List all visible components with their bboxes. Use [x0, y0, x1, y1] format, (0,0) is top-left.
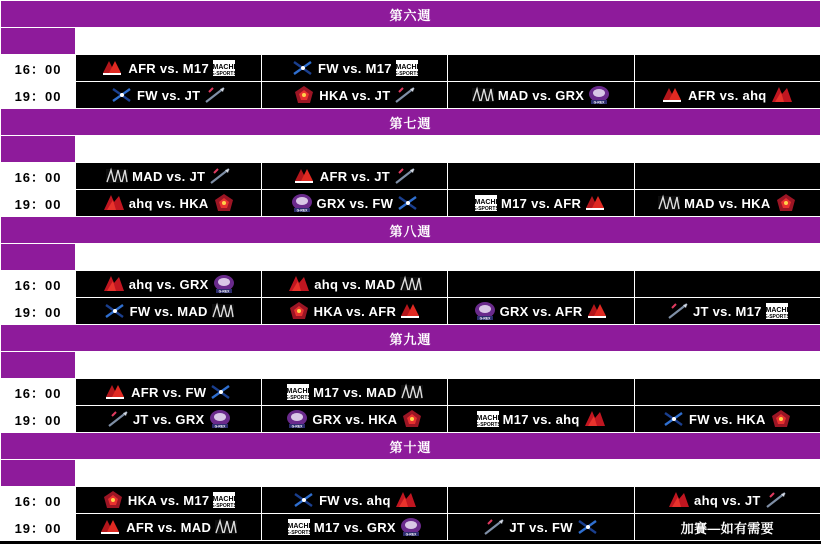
match-row — [1, 190, 821, 217]
team-logo-mad-icon — [398, 273, 424, 295]
match-cell[interactable] — [76, 298, 262, 325]
team-logo-ahq-icon — [769, 84, 795, 106]
team-logo-grx-icon — [472, 300, 498, 322]
team-logo-jt-icon — [392, 84, 418, 106]
match-row — [1, 55, 821, 82]
empty-slot — [634, 271, 820, 298]
match-content — [76, 82, 261, 108]
date-cell: 3/01（四）首輪循環結束 — [76, 28, 262, 55]
team-logo-afr-icon — [583, 192, 609, 214]
match-content — [448, 298, 633, 324]
match-content — [262, 379, 447, 405]
date-cell: 3/17（六） — [448, 244, 634, 271]
empty-slot — [634, 163, 820, 190]
team-logo-afr-icon — [292, 165, 318, 187]
time-cell: 19：00 — [1, 82, 76, 109]
empty-slot — [448, 487, 634, 514]
team-logo-afr-icon — [398, 300, 424, 322]
team-logo-ahq-icon — [101, 273, 127, 295]
team-logo-mad-icon — [399, 381, 425, 403]
week-header-row — [1, 217, 821, 244]
week-title: 第八週 — [1, 217, 821, 244]
date-cell: 3/16（五） — [262, 244, 448, 271]
match-cell[interactable] — [448, 190, 634, 217]
match-cell[interactable] — [76, 82, 262, 109]
match-cell[interactable] — [634, 487, 820, 514]
time-cell: 16：00 — [1, 487, 76, 514]
match-label: M17 vs. AFR — [501, 195, 582, 211]
match-row — [1, 514, 821, 541]
team-logo-fw-icon — [109, 84, 135, 106]
team-logo-jt-icon — [665, 300, 691, 322]
date-cell: 3/09（五） — [262, 136, 448, 163]
svg-text:G-REX: G-REX — [214, 424, 225, 429]
match-cell[interactable] — [634, 190, 820, 217]
match-label: FW vs. MAD — [129, 303, 208, 319]
date-header-row — [1, 244, 821, 271]
svg-text:MACHI: MACHI — [765, 307, 789, 314]
svg-text:MACHI: MACHI — [212, 496, 236, 503]
svg-text:G-REX: G-REX — [292, 424, 303, 429]
empty-slot — [448, 271, 634, 298]
date-cell: 3/23（五） — [262, 352, 448, 379]
match-cell[interactable] — [76, 379, 262, 406]
team-logo-ahq-icon — [666, 489, 692, 511]
match-label: FW vs. ahq — [319, 492, 391, 508]
team-logo-hka-icon — [100, 489, 126, 511]
team-logo-grx-icon — [289, 192, 315, 214]
team-logo-m17-icon — [394, 57, 420, 79]
match-cell[interactable] — [262, 163, 448, 190]
match-label: M17 vs. MAD — [313, 384, 397, 400]
team-logo-afr-icon — [585, 300, 611, 322]
team-logo-jt-icon — [202, 84, 228, 106]
match-content — [262, 163, 447, 189]
team-logo-grx-icon — [586, 84, 612, 106]
match-label: JT vs. GRX — [132, 411, 205, 427]
match-label: HKA vs. AFR — [313, 303, 397, 319]
date-cell: 3/02（五） — [262, 28, 448, 55]
match-cell[interactable] — [262, 514, 448, 541]
team-logo-mad-icon — [470, 84, 496, 106]
match-label: M17 vs. ahq — [502, 411, 580, 427]
team-logo-hka-icon — [211, 192, 237, 214]
team-logo-afr-icon — [660, 84, 686, 106]
team-logo-grx-icon — [211, 273, 237, 295]
team-logo-m17-icon — [211, 489, 237, 511]
match-cell[interactable] — [76, 163, 262, 190]
team-logo-fw-icon — [291, 489, 317, 511]
week-title: 第九週 — [1, 325, 821, 352]
svg-text:G-REX: G-REX — [479, 316, 490, 321]
match-cell[interactable] — [448, 406, 634, 433]
match-row — [1, 298, 821, 325]
empty-slot — [634, 379, 820, 406]
match-cell[interactable] — [448, 298, 634, 325]
time-cell: 19：00 — [1, 514, 76, 541]
svg-text:G-REX: G-REX — [218, 289, 229, 294]
match-content — [262, 487, 447, 513]
svg-text:E-SPORTS: E-SPORTS — [211, 503, 238, 509]
team-logo-ahq-icon — [286, 273, 312, 295]
match-row — [1, 487, 821, 514]
team-logo-jt-icon — [763, 489, 789, 511]
svg-text:E-SPORTS: E-SPORTS — [286, 530, 312, 536]
week-title: 第六週 — [1, 1, 821, 28]
match-content — [262, 514, 447, 540]
team-logo-afr-icon — [98, 516, 124, 538]
match-label: ahq vs. MAD — [314, 276, 396, 292]
svg-text:G-REX: G-REX — [593, 100, 605, 105]
date-cell: 3/18（日） — [634, 244, 820, 271]
team-logo-afr-icon — [100, 57, 126, 79]
team-logo-hka-icon — [399, 408, 425, 430]
team-logo-mad-icon — [210, 300, 236, 322]
time-cell: 16：00 — [1, 163, 76, 190]
match-label: JT vs. FW — [509, 519, 573, 535]
team-logo-jt-icon — [105, 408, 131, 430]
match-content — [635, 514, 820, 540]
match-cell[interactable] — [76, 190, 262, 217]
team-logo-mad-icon — [656, 192, 682, 214]
empty-slot — [448, 163, 634, 190]
corner-cell — [1, 460, 76, 487]
week-title: 第七週 — [1, 109, 821, 136]
team-logo-jt-icon — [207, 165, 233, 187]
match-label: M17 vs. GRX — [313, 519, 396, 535]
corner-cell — [1, 244, 76, 271]
week-header-row — [1, 109, 821, 136]
match-cell[interactable] — [76, 406, 262, 433]
match-cell[interactable] — [262, 82, 448, 109]
week-header-row — [1, 1, 821, 28]
svg-text:MACHI: MACHI — [474, 199, 498, 206]
match-label: ahq vs. GRX — [128, 276, 209, 292]
svg-text:G-REX: G-REX — [405, 532, 417, 537]
time-cell: 19：00 — [1, 298, 76, 325]
team-logo-ahq-icon — [393, 489, 419, 511]
match-row — [1, 271, 821, 298]
match-label: AFR vs. FW — [131, 384, 207, 400]
match-cell[interactable] — [634, 514, 820, 541]
svg-text:E-SPORTS: E-SPORTS — [285, 395, 311, 401]
date-cell: 3/29（四） — [76, 460, 262, 487]
date-cell: 3/31（六） — [448, 460, 634, 487]
svg-text:E-SPORTS: E-SPORTS — [474, 422, 501, 428]
match-content — [76, 271, 261, 297]
match-content — [76, 514, 261, 540]
team-logo-m17-icon — [764, 300, 790, 322]
match-row — [1, 379, 821, 406]
date-cell: 3/15（四） — [76, 244, 262, 271]
date-cell: 4/01（日） — [634, 460, 820, 487]
date-header-row — [1, 28, 821, 55]
match-content — [635, 298, 820, 324]
date-header-row — [1, 460, 821, 487]
svg-text:MACHI: MACHI — [287, 523, 311, 530]
match-cell[interactable] — [262, 379, 448, 406]
svg-text:MACHI: MACHI — [286, 388, 310, 395]
svg-text:E-SPORTS: E-SPORTS — [394, 71, 420, 77]
match-content — [76, 379, 261, 405]
match-label: GRX vs. FW — [316, 195, 394, 211]
match-cell[interactable] — [634, 298, 820, 325]
match-label: ahq vs. JT — [694, 492, 761, 508]
time-cell: 16：00 — [1, 271, 76, 298]
match-row — [1, 163, 821, 190]
match-cell[interactable] — [262, 298, 448, 325]
date-cell: 3/25（日） — [634, 352, 820, 379]
team-logo-m17-icon — [211, 57, 237, 79]
match-row — [1, 406, 821, 433]
time-cell: 19：00 — [1, 406, 76, 433]
match-content — [76, 163, 261, 189]
match-label: HKA vs. M17 — [127, 492, 210, 508]
week-title: 第十週 — [1, 433, 821, 460]
match-cell[interactable] — [262, 406, 448, 433]
match-cell[interactable] — [76, 514, 262, 541]
match-cell[interactable] — [634, 406, 820, 433]
match-cell[interactable] — [262, 190, 448, 217]
match-label: 加賽—如有需要 — [680, 520, 774, 536]
team-logo-hka-icon — [768, 408, 794, 430]
team-logo-fw-icon — [290, 57, 316, 79]
match-content — [76, 298, 261, 324]
time-cell: 16：00 — [1, 55, 76, 82]
team-logo-hka-icon — [773, 192, 799, 214]
week-header-row — [1, 433, 821, 460]
team-logo-grx-icon — [398, 516, 424, 538]
date-cell: 3/30（五） — [262, 460, 448, 487]
svg-text:MACHI: MACHI — [395, 64, 419, 71]
match-cell[interactable] — [448, 82, 634, 109]
match-label: JT vs. M17 — [692, 303, 762, 319]
empty-slot — [634, 55, 820, 82]
team-logo-jt-icon — [481, 516, 507, 538]
match-content — [262, 406, 447, 432]
match-label: AFR vs. M17 — [128, 60, 209, 76]
match-label: MAD vs. GRX — [497, 87, 585, 103]
empty-slot — [448, 379, 634, 406]
match-content — [448, 190, 633, 216]
team-logo-ahq-icon — [582, 408, 608, 430]
match-cell[interactable] — [76, 271, 262, 298]
match-label: ahq vs. HKA — [128, 195, 209, 211]
svg-text:E-SPORTS: E-SPORTS — [763, 314, 790, 320]
match-content — [448, 514, 633, 540]
team-logo-m17-icon — [285, 381, 311, 403]
empty-slot — [448, 55, 634, 82]
match-cell[interactable] — [262, 55, 448, 82]
match-content — [635, 487, 820, 513]
corner-cell — [1, 28, 76, 55]
date-header-row — [1, 136, 821, 163]
match-label: AFR vs. ahq — [688, 87, 767, 103]
team-logo-fw-icon — [102, 300, 128, 322]
match-content — [635, 190, 820, 216]
team-logo-grx-icon — [207, 408, 233, 430]
match-label: FW vs. M17 — [317, 60, 392, 76]
match-content — [76, 487, 261, 513]
date-cell: 3/11（日） — [634, 136, 820, 163]
match-label: AFR vs. MAD — [126, 519, 212, 535]
team-logo-m17-icon — [473, 192, 499, 214]
match-content — [448, 82, 633, 108]
date-cell: 3/24（六） — [448, 352, 634, 379]
svg-text:E-SPORTS: E-SPORTS — [211, 71, 237, 77]
match-content — [76, 55, 261, 81]
match-cell[interactable] — [634, 82, 820, 109]
date-cell: 3/22（四） — [76, 352, 262, 379]
team-logo-mad-icon — [104, 165, 130, 187]
team-logo-fw-icon — [661, 408, 687, 430]
date-header-row — [1, 352, 821, 379]
match-label: MAD vs. HKA — [684, 195, 771, 211]
match-label: MAD vs. JT — [132, 168, 206, 184]
team-logo-m17-icon — [286, 516, 312, 538]
team-logo-mad-icon — [213, 516, 239, 538]
week-header-row — [1, 325, 821, 352]
match-label: FW vs. HKA — [689, 411, 766, 427]
match-content — [262, 190, 447, 216]
date-cell: 3/03（六） — [448, 28, 634, 55]
match-content — [448, 406, 633, 432]
corner-cell — [1, 352, 76, 379]
team-logo-fw-icon — [575, 516, 601, 538]
match-content — [635, 82, 820, 108]
date-cell: 3/10（六） — [448, 136, 634, 163]
match-label: AFR vs. JT — [319, 168, 390, 184]
match-content — [262, 298, 447, 324]
match-cell[interactable] — [262, 487, 448, 514]
match-label: FW vs. JT — [136, 87, 201, 103]
team-logo-fw-icon — [208, 381, 234, 403]
team-logo-grx-icon — [284, 408, 310, 430]
time-cell: 16：00 — [1, 379, 76, 406]
match-cell[interactable] — [76, 55, 262, 82]
match-row — [1, 82, 821, 109]
team-logo-jt-icon — [392, 165, 418, 187]
svg-text:MACHI: MACHI — [476, 415, 500, 422]
corner-cell — [1, 136, 76, 163]
match-label: GRX vs. HKA — [312, 411, 398, 427]
team-logo-hka-icon — [291, 84, 317, 106]
team-logo-afr-icon — [103, 381, 129, 403]
svg-text:E-SPORTS: E-SPORTS — [473, 206, 499, 212]
date-cell: 3/08（四） — [76, 136, 262, 163]
match-cell[interactable] — [262, 271, 448, 298]
match-label: HKA vs. JT — [319, 87, 391, 103]
date-cell: 3/04（日） — [634, 28, 820, 55]
match-label: GRX vs. AFR — [499, 303, 583, 319]
match-content — [76, 190, 261, 216]
team-logo-m17-icon — [475, 408, 501, 430]
svg-text:G-REX: G-REX — [296, 208, 307, 213]
match-content — [635, 406, 820, 432]
team-logo-hka-icon — [286, 300, 312, 322]
match-cell[interactable] — [448, 514, 634, 541]
match-content — [76, 406, 261, 432]
time-cell: 19：00 — [1, 190, 76, 217]
match-content — [262, 82, 447, 108]
team-logo-ahq-icon — [101, 192, 127, 214]
match-content — [262, 55, 447, 81]
team-logo-fw-icon — [395, 192, 421, 214]
match-cell[interactable] — [76, 487, 262, 514]
match-content — [262, 271, 447, 297]
svg-text:MACHI: MACHI — [212, 64, 236, 71]
